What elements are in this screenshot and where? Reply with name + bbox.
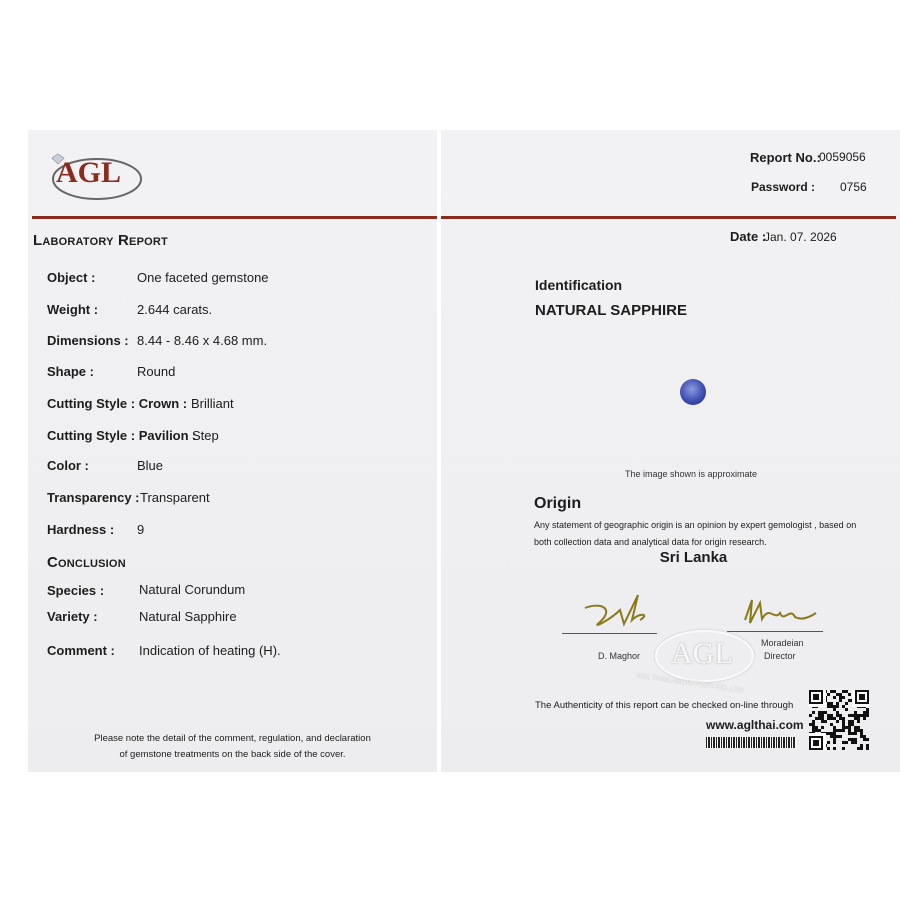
conclusion-species-label [47,582,104,600]
signer-2-title: Director [764,651,796,661]
origin-value: Sri Lanka [659,549,728,566]
right-page [441,130,900,772]
origin-text-1: Any statement of geographic origin is an opinion by expert gemologist , based on [534,520,857,530]
signer-2-name: Moradeian [761,638,804,648]
field-value: Brilliant [191,396,234,411]
barcode [706,737,796,748]
origin-statement [534,517,856,551]
authenticity-text: The Authenticity of this report can be checked on-line through [535,700,794,711]
website-link[interactable]: www.aglthai.com [706,718,804,732]
field-value: Round [137,364,176,379]
note-line-1: Please note the detail of the comment, regulation, and declaration [94,733,371,744]
conclusion-comment-value: Indication of heating (H). [139,643,281,658]
embossed-seal [655,630,754,682]
report-title: Laboratory Report [33,232,168,249]
signature-2 [740,595,820,627]
report-no-label: Report No.: [750,150,821,165]
origin-title: Origin [534,495,582,512]
field-label: Transparency : [47,490,140,505]
field-value: Blue [137,458,164,473]
origin-text-2: both collection data and analytical data for origin research. [534,537,767,547]
field-label: Shape : [47,364,94,379]
conclusion-title: Conclusion [47,554,126,571]
field-value: Step [192,428,219,443]
seal-text: AGL [671,637,733,670]
signature-1 [580,590,660,630]
field-label: Cutting Style : Crown : [47,396,188,411]
field-label: Weight : [47,302,99,317]
divider-left [32,216,437,219]
conclusion-species-value: Natural Corundum [139,582,246,597]
signer-1: D. Maghor [598,651,641,661]
conclusion-comment-label: Comment : [47,643,115,658]
field-label: Cutting Style : Pavilion : [47,428,197,443]
left-page [28,130,437,772]
field-value: 8.44 - 8.46 x 4.68 mm. [137,333,268,348]
label: Species : [47,583,105,598]
identification-label: Identification [535,277,623,293]
conclusion-variety-value: Natural Sapphire [139,609,237,624]
signature-line-2 [727,631,823,632]
divider-right [441,216,896,219]
field-label: Dimensions : [47,333,129,348]
agl-logo [48,152,144,202]
field-value: One faceted gemstone [137,270,269,285]
password-value: 0756 [840,180,867,194]
signature-line-1 [562,633,657,634]
field-label: Object : [47,270,96,285]
note-line-2: of gemstone treatments on the back side of the cover. [119,749,346,760]
field-value: Transparent [140,490,210,505]
field-label: Hardness : [47,522,115,537]
field-value: 2.644 carats. [137,302,213,317]
date-label: Date : [730,229,767,244]
date-value: Jan. 07. 2026 [764,230,837,244]
seal-ring-text: AGL THAILABORATORY CO.,LTD [636,672,744,695]
report-no-value: 0059056 [819,150,866,164]
treatment-note [28,731,437,763]
gemstone-image [680,379,706,405]
field-label: Color : [47,458,89,473]
identification-value: NATURAL SAPPHIRE [535,302,687,319]
field-value: 9 [137,522,145,537]
image-note: The image shown is approximate [624,469,758,479]
password-label: Password : [751,180,816,194]
logo-text: AGL [56,156,122,189]
qr-code[interactable] [809,690,869,750]
conclusion-variety-label: Variety : [47,609,98,624]
